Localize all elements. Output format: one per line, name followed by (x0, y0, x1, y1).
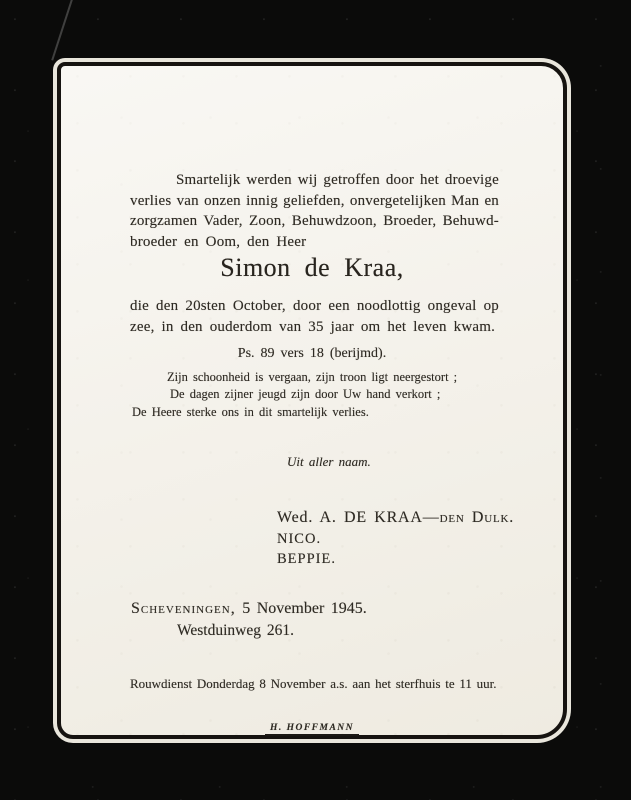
signature-child-1: NICO. (277, 531, 322, 547)
printer-mark: H. HOFFMANN (265, 723, 359, 736)
intro-paragraph (130, 170, 499, 252)
signature-dash: — (422, 509, 440, 526)
printer-mark-row (61, 717, 563, 736)
death-line-2: zee, in den ouderdom van 35 jaar om het leven kwam. (130, 318, 496, 335)
scan-scratch-artifact (51, 0, 75, 61)
intro-line-3: zorgzamen Vader, Zoon, Behuwdzoon, Broeder, Behuwd- (130, 213, 499, 229)
service-notice: Rouwdienst Donderdag 8 November a.s. aan het sterfhuis te 11 uur. (130, 676, 497, 691)
address-line: Westduinweg 261. (177, 622, 294, 639)
verse-line-1: Zijn schoonheid is vergaan, zijn troon ligt neergestort ; (167, 370, 458, 384)
verse-line-3: De Heere sterke ons in dit smartelijk verlies. (132, 404, 369, 419)
from-all-label: Uit aller naam. (287, 454, 371, 469)
signature-widow-name: Wed. A. DE KRAA (277, 509, 423, 526)
date-text: 5 November 1945. (242, 600, 367, 617)
psalm-verse (61, 369, 563, 421)
death-line-1: die den 20sten October, door een noodlottig ongeval op (130, 298, 499, 314)
signatures-block (277, 506, 514, 569)
intro-line-2: verlies van onzen innig geliefden, onvergetelijken Man en (130, 192, 499, 209)
death-circumstances-paragraph (130, 296, 499, 337)
place-and-date-line (131, 600, 367, 618)
place-name: Scheveningen, (131, 600, 236, 617)
psalm-reference: Ps. 89 vers 18 (berijmd). (237, 346, 387, 361)
intro-line-1: Smartelijk werden wij getroffen door het droevige (176, 172, 499, 188)
verse-line-2: De dagen zijner jeugd zijn door Uw hand verkort ; (170, 387, 441, 402)
signature-widow-maiden-name: den Dulk. (439, 509, 515, 526)
intro-line-4: broeder en Oom, den Heer (130, 233, 307, 250)
mourning-card (57, 62, 567, 739)
signature-widow (277, 506, 514, 529)
signature-child-2: BEPPIE. (277, 551, 336, 567)
deceased-name: Simon de Kraa, (220, 253, 404, 282)
